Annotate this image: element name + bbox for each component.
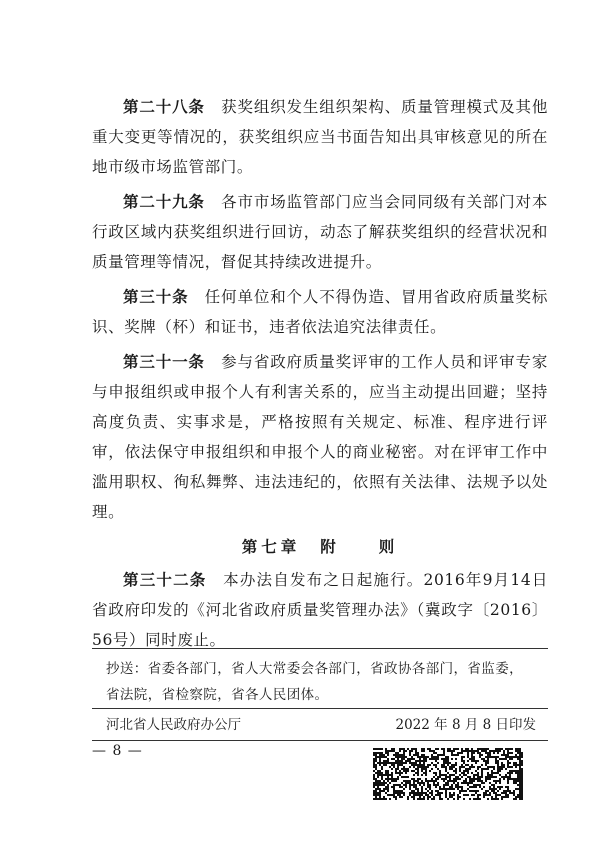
barcode-icon [373, 748, 523, 800]
page-number: — 8 — [92, 743, 143, 759]
article-title: 第二十九条 [123, 192, 205, 211]
issuer-line [106, 712, 536, 738]
issuer-name: 河北省人民政府办公厅 [106, 717, 241, 733]
article-title: 第三十一条 [123, 352, 205, 371]
regulation-body [92, 92, 548, 660]
article-28 [92, 92, 548, 182]
footer-middle-rule [92, 708, 548, 709]
article-text: 参与省政府质量奖评审的工作人员和评审专家与申报组织或申报个人有利害关系的，应当主动提出回避；坚持高度负责、实事求是，严格按照有关规定、标准、程序进行评审，依法保守申报组织和申报个人的商业秘密。对在评审工作中滥用职权、徇私舞弊、违法违纪的，依照有关法律、法规予以处理。 [92, 353, 548, 521]
cc-distribution: 抄送：省委各部门，省人大常委会各部门，省政协各部门，省监委，省法院，省检察院，省各人民团体。 [106, 661, 523, 703]
chapter-number: 第七章 [241, 537, 301, 556]
article-29 [92, 187, 548, 277]
article-text: 本办法自发布之日起施行。2016年9月14日省政府印发的《河北省政府质量奖管理办法》（冀政字〔2016〕56号）同时废止。 [92, 571, 548, 649]
article-title: 第三十二条 [123, 570, 207, 589]
chapter-title: 附 则 [320, 537, 399, 556]
issue-date: 2022 年 8 月 8 日印发 [395, 717, 536, 733]
footer-bottom-rule [92, 740, 548, 741]
article-30 [92, 282, 548, 342]
article-31 [92, 347, 548, 527]
footer-top-rule [92, 648, 548, 649]
article-text: 各市市场监管部门应当会同同级有关部门对本行政区域内获奖组织进行回访，动态了解获奖组织的经营状况和质量管理等情况，督促其持续改进提升。 [92, 193, 548, 271]
article-text: 任何单位和个人不得伪造、冒用省政府质量奖标识、奖牌（杯）和证书，违者依法追究法律责任。 [92, 288, 548, 336]
chapter-heading [92, 532, 548, 562]
article-title: 第三十条 [123, 287, 189, 306]
article-title: 第二十八条 [123, 97, 205, 116]
article-32 [92, 565, 548, 655]
article-text: 获奖组织发生组织架构、质量管理模式及其他重大变更等情况的，获奖组织应当书面告知出具审核意见的所在地市级市场监管部门。 [92, 98, 548, 176]
